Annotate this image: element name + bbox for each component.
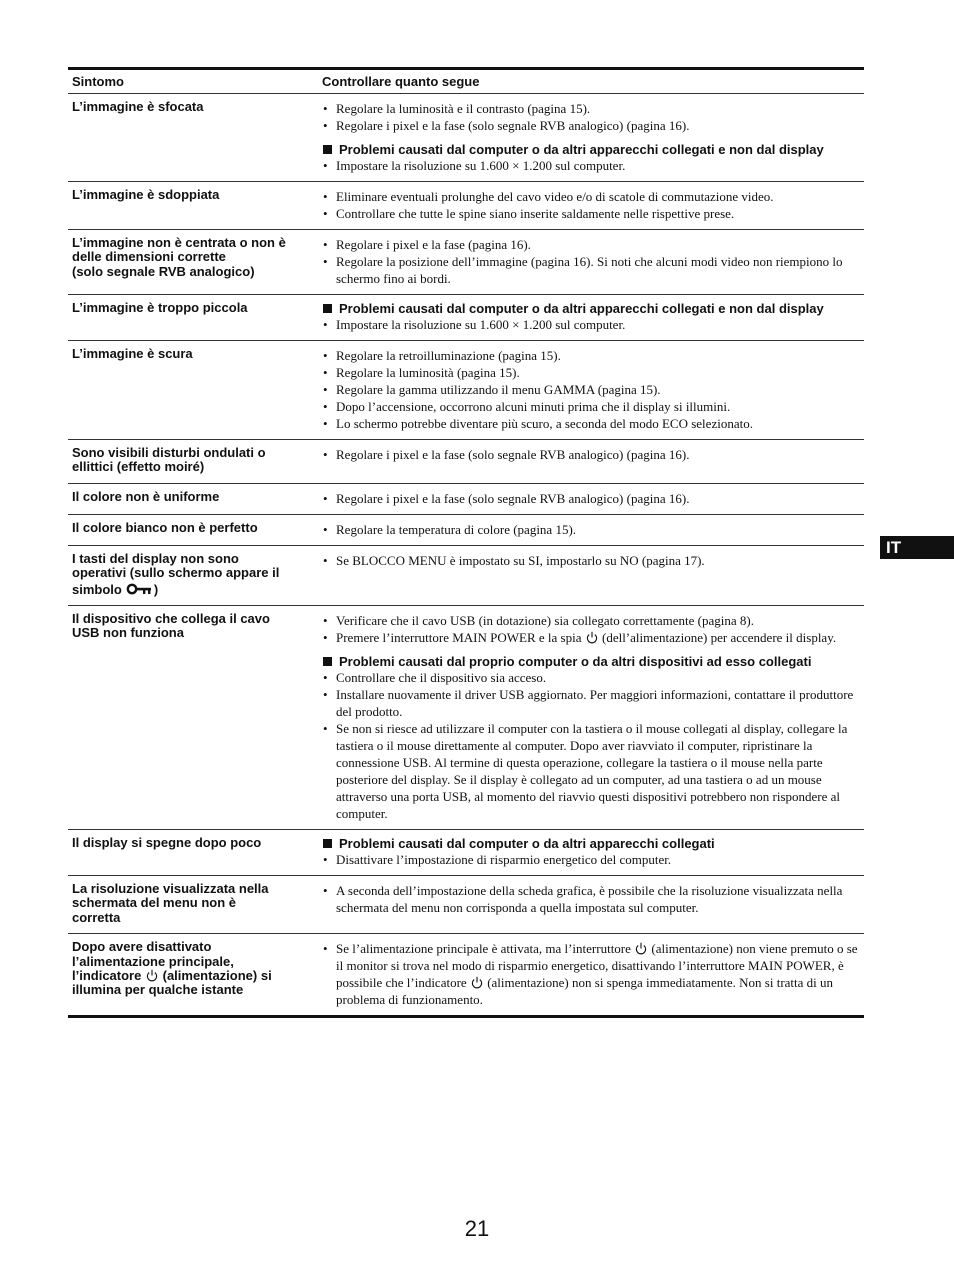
section-title: Problemi causati dal computer o da altri apparecchi collegati e non dal display xyxy=(339,301,824,316)
list-item xyxy=(322,629,860,646)
list-item: • Eliminare eventuali prolunghe del cavo video e/o di scatole di commutazione video. xyxy=(322,188,860,205)
power-icon xyxy=(471,976,483,989)
power-icon xyxy=(146,969,158,982)
check-cell xyxy=(318,440,864,484)
list-item: • Verificare che il cavo USB (in dotazione) sia collegato correttamente (pagina 8). xyxy=(322,612,860,629)
list-item: • Controllare che tutte le spine siano inserite saldamente nelle rispettive prese. xyxy=(322,205,860,222)
power-icon xyxy=(635,942,647,955)
bullet-text: (dell’alimentazione) per accendere il display. xyxy=(601,630,837,646)
list-item: • Controllare che il dispositivo sia acceso. xyxy=(322,669,860,686)
list-item: • Regolare la temperatura di colore (pagina 15). xyxy=(322,521,860,538)
key-lock-icon xyxy=(122,582,154,597)
list-item: • Dopo l’accensione, occorrono alcuni minuti prima che il display si illumini. xyxy=(322,398,860,415)
symptom-line: Il dispositivo che collega il cavo xyxy=(72,611,270,627)
symptom-line: delle dimensioni corrette xyxy=(72,249,226,265)
symptom-text: (alimentazione) si xyxy=(162,968,272,984)
symptom-line: Sono visibili disturbi ondulati o xyxy=(72,445,266,460)
symptom-text: ) xyxy=(153,581,159,597)
section-heading xyxy=(322,142,860,157)
symptom-line: (solo segnale RVB analogico) xyxy=(72,263,255,279)
check-cell xyxy=(318,606,864,830)
table-row xyxy=(68,182,864,230)
table-header-row xyxy=(68,69,864,94)
symptom-cell: Il colore non è uniforme xyxy=(72,488,220,504)
troubleshooting-table xyxy=(68,67,864,1018)
list-item: • Regolare i pixel e la fase (solo segnale RVB analogico) (pagina 16). xyxy=(322,490,860,507)
symptom-line: I tasti del display non sono xyxy=(72,550,239,566)
bullet-text: (alimentazione) non si spenga immediatamente. Non si tratta di un problema di funzionamento. xyxy=(336,975,834,1008)
check-cell xyxy=(318,295,864,341)
power-icon xyxy=(586,631,598,644)
bullet-text: (alimentazione) non viene premuto o se il monitor si trova nel modo di risparmio energetico, disattivando l’interruttore MAIN POWER, è possibile che l’indicatore xyxy=(336,941,858,991)
section-title: Problemi causati dal computer o da altri apparecchi collegati e non dal display xyxy=(339,142,824,157)
check-cell xyxy=(318,483,864,514)
list-item: • A seconda dell’impostazione della scheda grafica, è possibile che la risoluzione visualizzata nella schermata del menu non corrisponda a quella impostata sul computer. xyxy=(322,882,860,916)
list-item: • Regolare la luminosità (pagina 15). xyxy=(322,364,860,381)
symptom-line: L’immagine non è centrata o non è xyxy=(72,235,286,250)
list-item: • Regolare la posizione dell’immagine (pagina 16). Si noti che alcuni modi video non riempiono lo schermo fino ai bordi. xyxy=(322,253,860,287)
symptom-cell: L’immagine è sfocata xyxy=(72,99,204,114)
list-item: • Lo schermo potrebbe diventare più scuro, a seconda del modo ECO selezionato. xyxy=(322,415,860,432)
section-heading xyxy=(322,836,860,851)
symptom-line: l’alimentazione principale, xyxy=(72,953,234,969)
page-number: 21 xyxy=(464,1216,490,1241)
section-title: Problemi causati dal computer o da altri apparecchi collegati xyxy=(339,836,715,852)
table-row xyxy=(68,341,864,440)
symptom-line: illumina per qualche istante xyxy=(72,982,244,998)
symptom-cell: Il display si spegne dopo poco xyxy=(72,835,262,851)
table-row xyxy=(68,295,864,341)
table-row xyxy=(68,440,864,484)
table-row xyxy=(68,514,864,545)
list-item: • Regolare i pixel e la fase (solo segnale RVB analogico) (pagina 16). xyxy=(322,446,860,463)
list-item: • Regolare i pixel e la fase (pagina 16). xyxy=(322,236,860,253)
table-row xyxy=(68,606,864,830)
header-check: Controllare quanto segue xyxy=(322,74,480,89)
symptom-cell xyxy=(68,230,318,295)
check-cell xyxy=(318,230,864,295)
symptom-line: operativi (sullo schermo appare il xyxy=(72,565,280,581)
check-cell xyxy=(318,341,864,440)
symptom-line: schermata del menu non è xyxy=(72,895,236,911)
symptom-cell: L’immagine è scura xyxy=(72,346,193,361)
symptom-cell xyxy=(68,545,318,605)
table-row xyxy=(68,94,864,182)
list-item: • Se non si riesce ad utilizzare il computer con la tastiera o il mouse collegati al display, collegare la tastiera o il mouse direttamente al computer. Dopo aver riavviato il computer, ripristinare la connessione USB. Al termine di questa operazione, collegare la tastiera o il mouse nella parte posteriore del display. Se il display è collegato ad un computer, ad una tastiera o ad un mouse attraverso una porta USB, al momento del riavvio questi dispositivi potrebbero non rispondere al computer. xyxy=(322,720,860,822)
list-item xyxy=(322,940,860,1008)
table-row xyxy=(68,876,864,934)
check-cell xyxy=(318,514,864,545)
list-item: • Installare nuovamente il driver USB aggiornato. Per maggiori informazioni, contattare il produttore del prodotto. xyxy=(322,686,860,720)
symptom-line: ellittici (effetto moiré) xyxy=(72,459,205,475)
list-item: • Impostare la risoluzione su 1.600 × 1.200 sul computer. xyxy=(322,316,860,333)
square-bullet-icon xyxy=(323,145,332,154)
section-heading xyxy=(322,654,860,669)
bullet-text: Premere l’interruttore MAIN POWER e la spia xyxy=(336,630,582,646)
list-item: • Regolare la gamma utilizzando il menu GAMMA (pagina 15). xyxy=(322,381,860,398)
header-symptom: Sintomo xyxy=(72,74,124,89)
bullet-text: Se l’alimentazione principale è attivata, ma l’interruttore xyxy=(336,941,631,957)
check-cell xyxy=(318,545,864,605)
symptom-line: La risoluzione visualizzata nella xyxy=(72,881,269,897)
symptom-cell: L’immagine è troppo piccola xyxy=(72,300,248,315)
table-row xyxy=(68,830,864,876)
table-row xyxy=(68,230,864,295)
table-row xyxy=(68,483,864,514)
symptom-line: corretta xyxy=(72,909,121,925)
square-bullet-icon xyxy=(323,839,332,848)
symptom-cell: Il colore bianco non è perfetto xyxy=(72,519,258,535)
symptom-text: l’indicatore xyxy=(72,968,142,984)
check-cell xyxy=(318,94,864,182)
symptom-text: simbolo xyxy=(72,581,122,597)
symptom-line xyxy=(72,583,314,597)
table-row xyxy=(68,545,864,605)
list-item: • Se BLOCCO MENU è impostato su SI, impostarlo su NO (pagina 17). xyxy=(322,552,860,569)
section-title: Problemi causati dal proprio computer o da altri dispositivi ad esso collegati xyxy=(339,654,812,670)
list-item: • Regolare la retroilluminazione (pagina 15). xyxy=(322,347,860,364)
symptom-line xyxy=(72,969,314,983)
table-row xyxy=(68,934,864,1017)
symptom-cell xyxy=(68,934,318,1017)
symptom-cell: L’immagine è sdoppiata xyxy=(72,187,220,202)
list-item: • Regolare i pixel e la fase (solo segnale RVB analogico) (pagina 16). xyxy=(322,117,860,134)
square-bullet-icon xyxy=(323,304,332,313)
list-item: • Disattivare l’impostazione di risparmio energetico del computer. xyxy=(322,851,860,868)
symptom-cell xyxy=(68,606,318,830)
check-cell xyxy=(318,182,864,230)
symptom-cell xyxy=(68,440,318,484)
symptom-line: Dopo avere disattivato xyxy=(72,939,212,955)
symptom-cell xyxy=(68,876,318,934)
check-cell xyxy=(318,934,864,1017)
list-item: • Impostare la risoluzione su 1.600 × 1.200 sul computer. xyxy=(322,157,860,174)
check-cell xyxy=(318,830,864,876)
check-cell xyxy=(318,876,864,934)
list-item: • Regolare la luminosità e il contrasto (pagina 15). xyxy=(322,100,860,117)
symptom-line: USB non funziona xyxy=(72,625,184,641)
language-tab: IT xyxy=(880,536,954,559)
square-bullet-icon xyxy=(323,657,332,666)
section-heading xyxy=(322,301,860,316)
